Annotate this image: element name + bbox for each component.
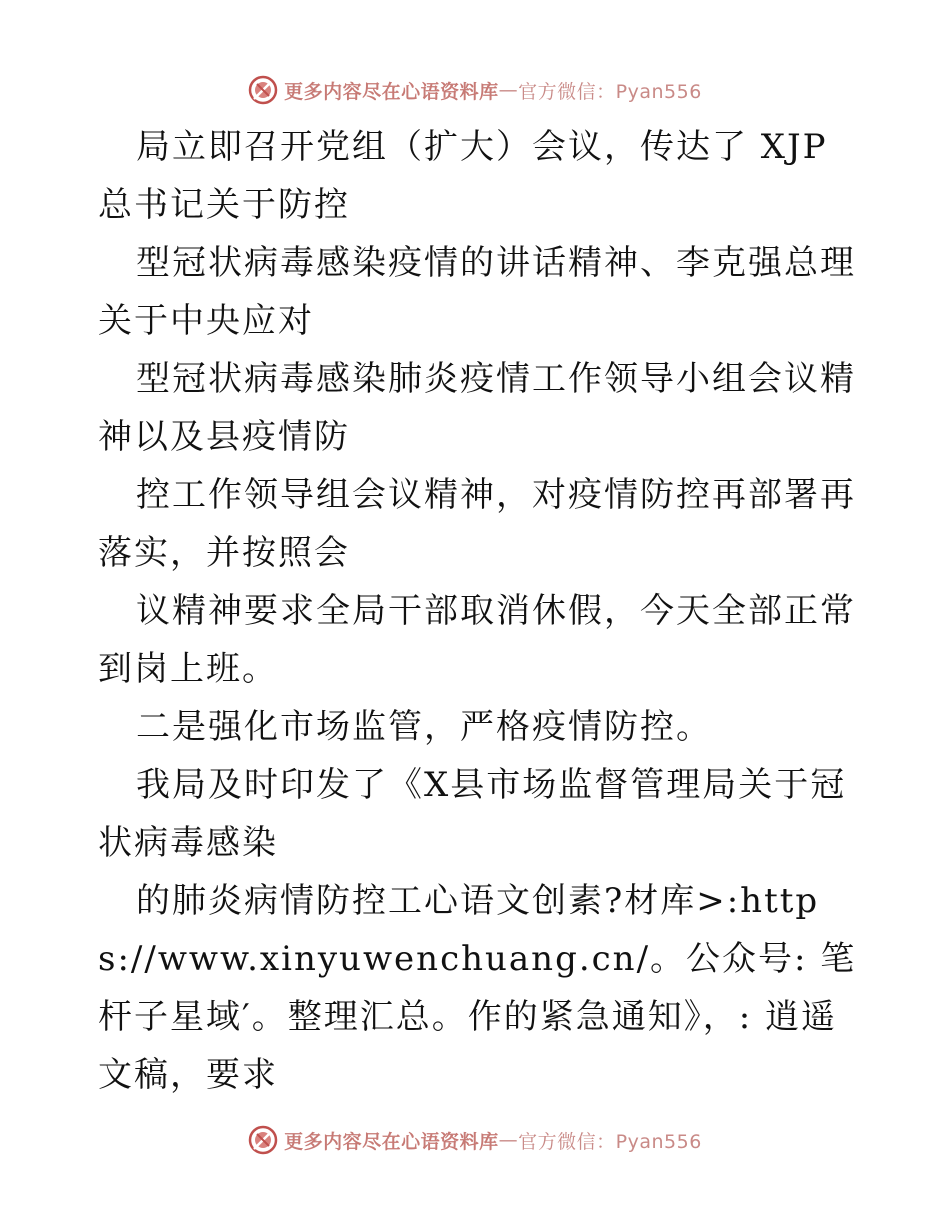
- red-seal-logo-icon: [248, 75, 278, 105]
- paragraph-3: 型冠状病毒感染肺炎疫情工作领导小组会议精神以及县疫情防: [98, 359, 856, 457]
- watermark-separator: —: [498, 79, 519, 101]
- watermark-header: [0, 70, 950, 110]
- watermark-contact: 官方微信：Pyan556: [518, 1130, 702, 1153]
- document-body: [98, 118, 858, 1104]
- red-seal-logo-icon: [248, 1125, 278, 1155]
- watermark-brand: 更多内容尽在心语资料库: [284, 80, 499, 103]
- paragraph-1: 局立即召开党组（扩大）会议，传达了 XJP 总书记关于防控: [98, 127, 828, 225]
- watermark-separator: —: [498, 1129, 519, 1151]
- watermark-footer: [0, 1120, 950, 1160]
- watermark-contact: 官方微信：Pyan556: [518, 80, 702, 103]
- paragraph-8: 的肺炎病情防控工心语文创素?材库>:https://www.xinyuwenchuang.cn/。公众号: 笔杆子星域′。整理汇总。作的紧急通知》，: 逍遥文稿，要求: [98, 881, 857, 1095]
- paragraph-5: 议精神要求全局干部取消休假，今天全部正常到岗上班。: [98, 591, 856, 689]
- paragraph-2: 型冠状病毒感染疫情的讲话精神、李克强总理关于中央应对: [98, 243, 856, 341]
- watermark-brand: 更多内容尽在心语资料库: [284, 1130, 499, 1153]
- paragraph-7: 我局及时印发了《X县市场监督管理局关于冠状病毒感染: [98, 765, 847, 863]
- paragraph-4: 控工作领导组会议精神，对疫情防控再部署再落实，并按照会: [98, 475, 856, 573]
- paragraph-6: 二是强化市场监管，严格疫情防控。: [136, 707, 712, 747]
